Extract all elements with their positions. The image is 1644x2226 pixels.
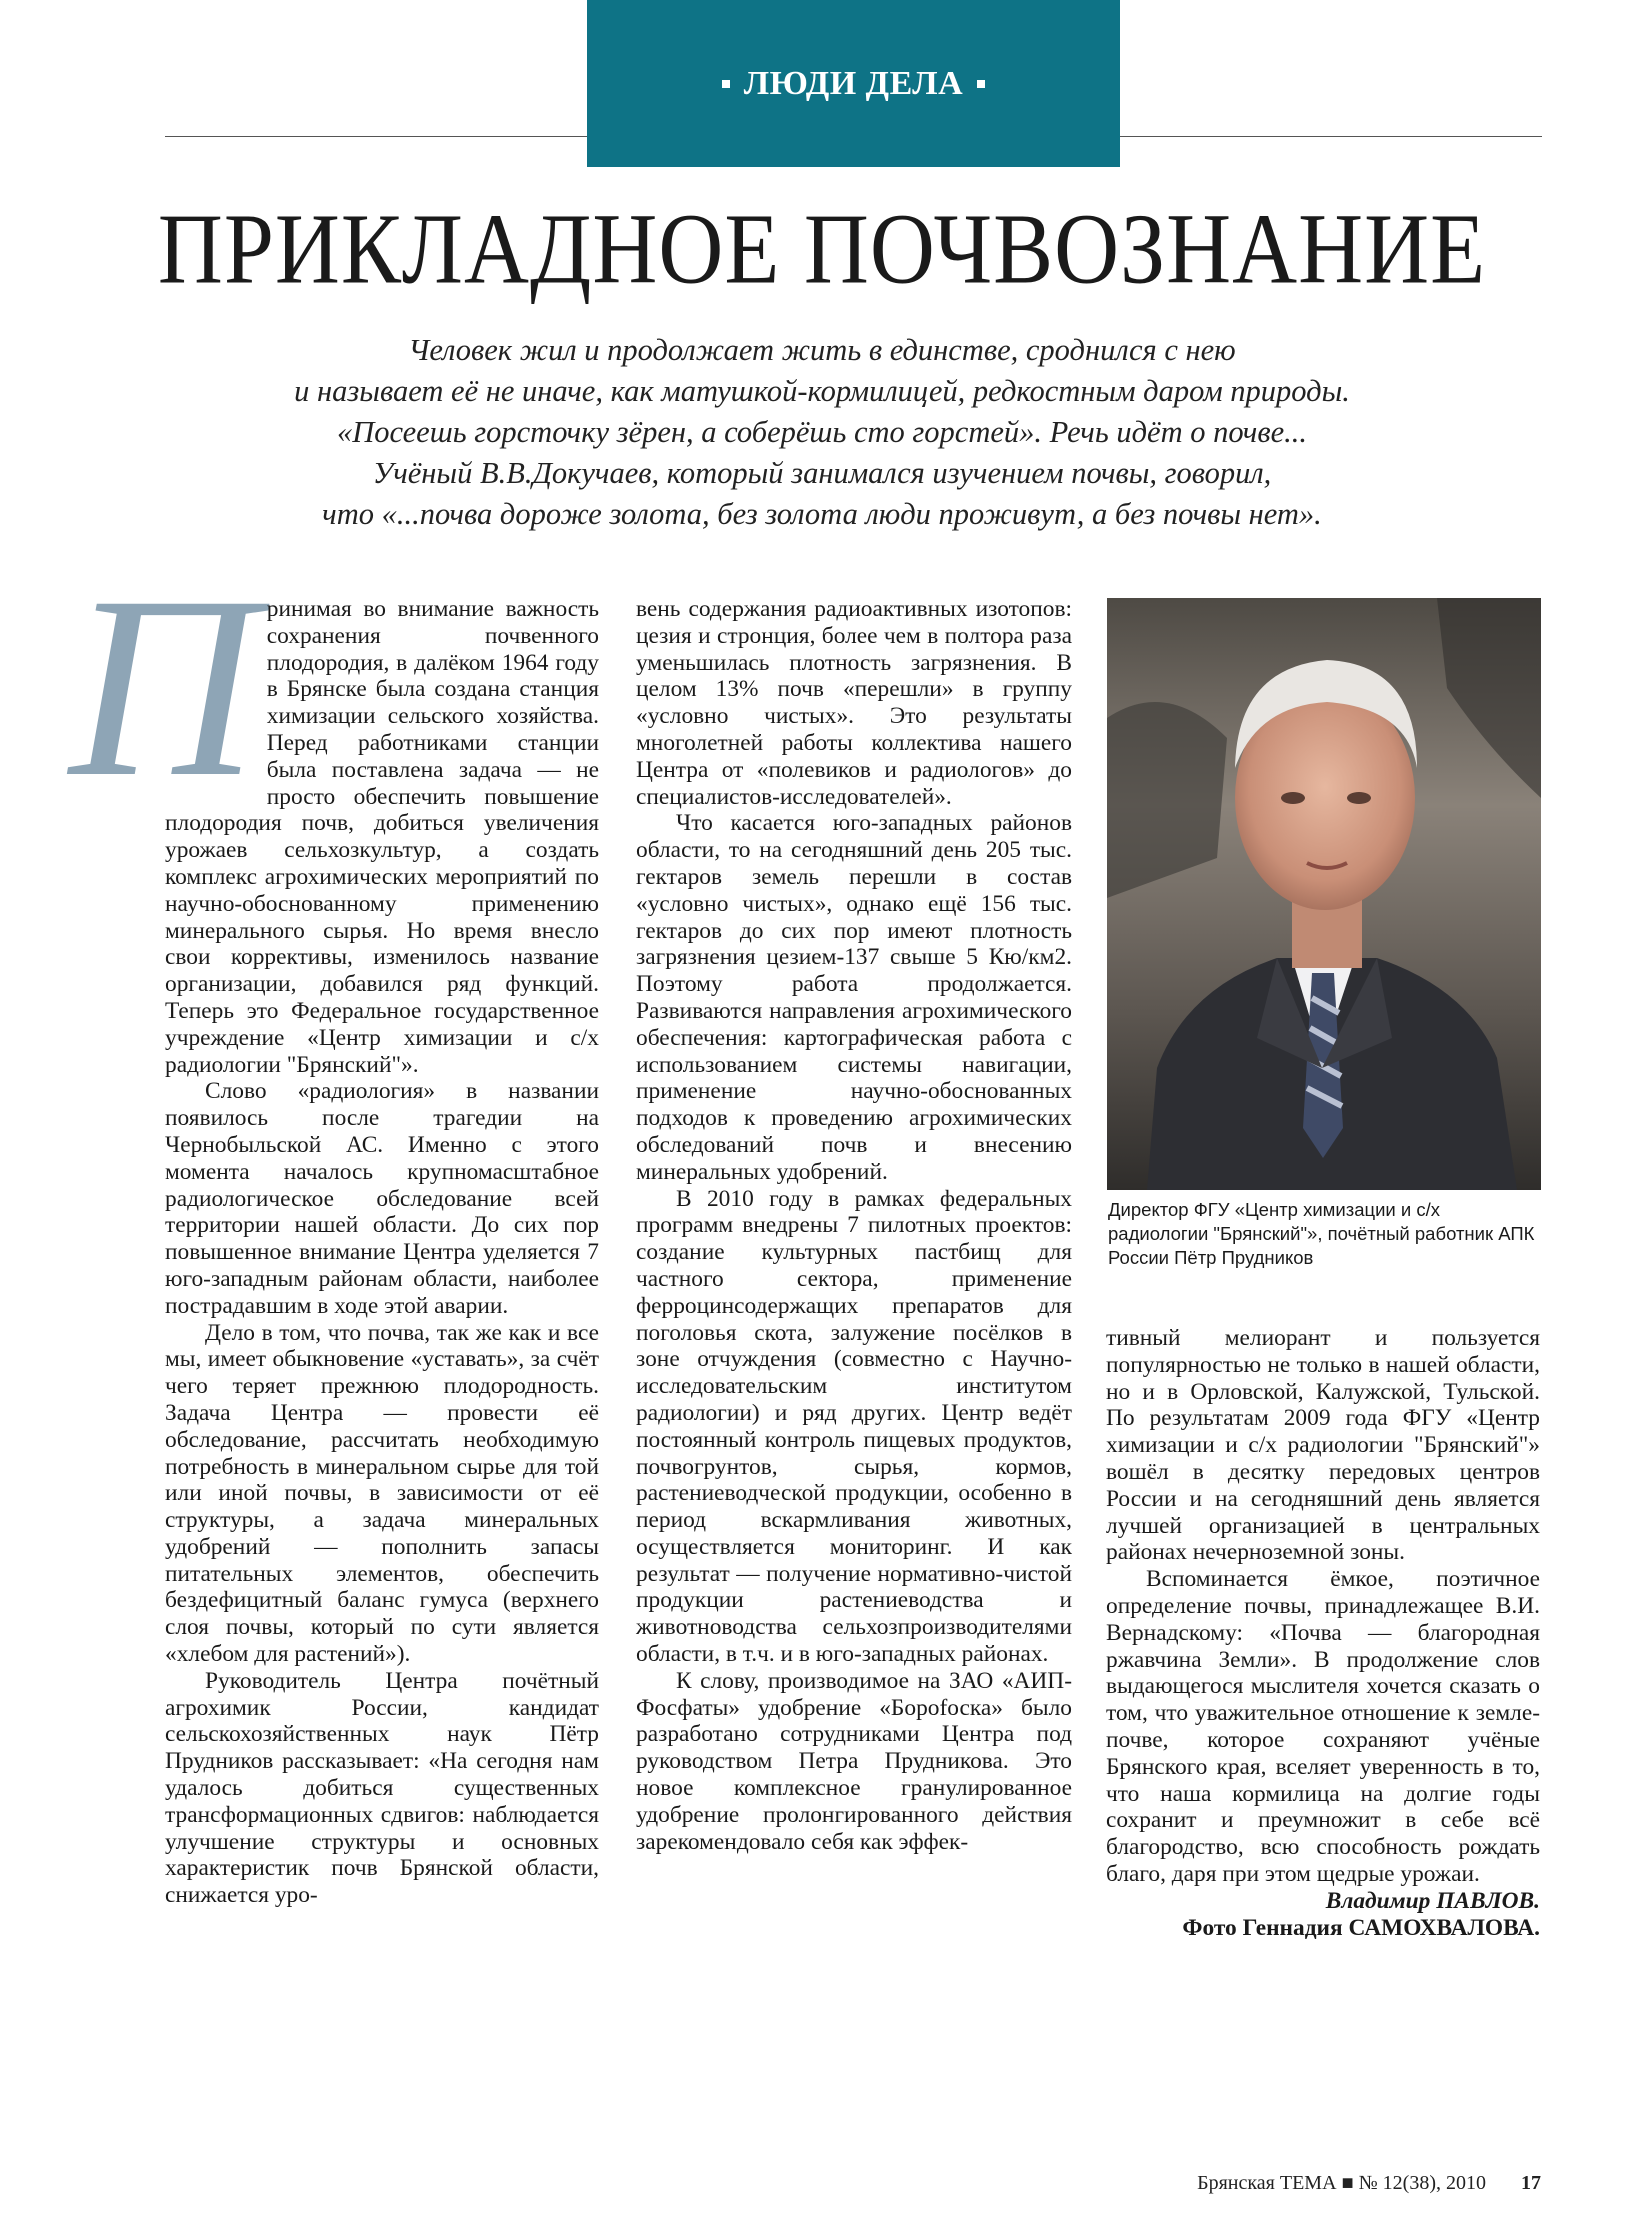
paragraph: В 2010 году в рамках федеральных программ внедрены 7 пилотных проектов: создание культурных пастбищ для частного сектора, применение ферроцинсодержащих препаратов для поголовья скота, залужение посёлков в зоне отчуждения (совместно с Научно-исследовательским институтом радиологии) и ряд других. Центр ведёт постоянный контроль пищевых продуктов, почвогрунтов, сырья, кормов, растениеводческой продукции, особенно в период вскармливания животных, осуществляется мониторинг. И как результат — получение нормативно-чистой продукции растениеводства и животноводства сельхозпроизводителями области, в т.ч. и в юго-западных районах. [636, 1185, 1072, 1668]
lead-line: «Посеешь горсточку зёрен, а соберёшь сто горстей». Речь идёт о почве... [336, 415, 1308, 449]
photo-caption: Директор ФГУ «Центр химизации и с/х радиологии "Брянский"», почётный работник АПК России Пётр Прудников [1108, 1199, 1535, 1268]
paragraph: Слово «радиология» в названии появилось после трагедии на Чернобыльской АС. Именно с этого момента началось крупномасштабное радиологическое обследование всей территории нашей области. До сих пор повышенное внимание Центра уделяется 7 юго-западным районам области, наиболее пострадавшим в ходе этой аварии. [165, 1078, 599, 1319]
article-lead [160, 330, 1484, 535]
section-banner-label: ЛЮДИ ДЕЛА [743, 64, 964, 102]
paragraph: тивный мелиорант и пользуется популярностью не только в нашей области, но и в Орловской, Калужской, Тульской. По результатам 2009 года ФГУ «Центр химизации и с/х радиологии "Брянский"» вошёл в десятку передовых центров России и на сегодняшний день является лучшей организацией в центральных районах нечерноземной зоны. [1106, 1325, 1540, 1566]
photo-credit: Фото Геннадия САМОХВАЛОВА. [1182, 1914, 1540, 1941]
paragraph: Дело в том, что почва, так же как и все мы, имеет обыкновение «уставать», за счёт чего теряет прежнюю плодородность. Задача Центра — провести её обследование, рассчитать необходимую потребность в минеральном сырье для той или иной почвы, в зависимости от её структуры, а задача минеральных удобрений — пополнить запасы питательных элементов, обеспечить бездефицитный баланс гумуса (верхнего слоя почвы, который по сути является «хлебом для растений»). [165, 1319, 599, 1668]
square-bullet-icon [722, 80, 730, 88]
page-footer [1197, 2172, 1541, 2195]
author-signature: Владимир ПАВЛОВ. [1325, 1887, 1540, 1914]
magazine-issue: Брянская ТЕМА ■ № 12(38), 2010 [1197, 2172, 1486, 2194]
paragraph: Вспоминается ёмкое, поэтичное определение почвы, принадлежащее В.И. Вернадскому: «Почва — благородная ржавчина Земли». В продолжение слов выдающегося мыслителя хочется сказать о том, что уважительное отношение к земле-почве, которое сохраняют учёные Брянского края, вселяет уверенность в то, что наша кормилица на долгие годы сохранит и преумножит в себе всё благородство, всю способность рождать благо, даря при этом щедрые урожаи. [1106, 1566, 1540, 1887]
text-column-2 [636, 596, 1072, 1855]
page-number: 17 [1521, 2172, 1541, 2194]
paragraph: Руководитель Центра почётный агрохимик России, кандидат сельскохозяйственных наук Пётр Прудников рассказывает: «На сегодня нам удалось добиться существенных трансформационных сдвигов: наблюдается улучшение структуры и основных характеристик почв Брянской области, снижается уро- [165, 1667, 599, 1909]
lead-line: Учёный В.В.Докучаев, который занимался изучением почвы, говорил, [372, 456, 1272, 490]
paragraph: Что касается юго-западных районов области, то на сегодняшний день 205 тыс. гектаров земель перешли в состав «условно чистых», однако ещё 156 тыс. гектаров до сих пор имеют плотность загрязнения цезием-137 свыше 5 Кю/км2. Поэтому работа продолжается. Развиваются направления агрохимического обеспечения: картографическая работа с использованием системы навигации, применение научно-обоснованных подходов к проведению агрохимических обследований почв и внесению минеральных удобрений. [636, 810, 1072, 1185]
article-title: ПРИКЛАДНОЕ ПОЧВОЗНАНИЕ [157, 194, 1487, 305]
lead-line: и называет её не иначе, как матушкой-кормилицей, редкостным даром природы. [294, 374, 1350, 408]
text-column-3 [1106, 1325, 1540, 1941]
portrait-photo [1107, 598, 1541, 1190]
paragraph: ринимая во внимание важность сохранения почвенного плодородия, в далёком 1964 году в Брянске была создана станция химизации сельского хозяйства. Перед работниками станции была поставлена задача — не просто обеспечить повышение плодородия почв, добиться увеличения урожаев сельхозкультур, а создать комплекс агрохимических мероприятий по научно-обоснованному применению минерального сырья. Но время внесло свои коррективы, изменилось название организации, добавился ряд функций. Теперь это Федеральное государственное учреждение «Центр химизации и с/х радиологии "Брянский"». [165, 596, 599, 1078]
square-bullet-icon [977, 80, 985, 88]
lead-line: Человек жил и продолжает жить в единстве, сроднился с нею [408, 333, 1236, 367]
text-column-1 [69, 543, 599, 1909]
lead-line: что «...почва дороже золота, без золота люди проживут, а без почвы нет». [322, 497, 1322, 531]
portrait-illustration [1107, 598, 1541, 1190]
section-banner [587, 0, 1120, 167]
drop-cap: П [69, 543, 257, 831]
paragraph: К слову, производимое на ЗАО «АИП-Фосфаты» удобрение «Бороfоска» было разработано сотрудниками Центра под руководством Петра Прудникова. Это новое комплексное гранулированное удобрение пролонгированного действия зарекомендовало себя как эффек- [636, 1667, 1072, 1855]
paragraph: вень содержания радиоактивных изотопов: цезия и стронция, более чем в полтора раза уменьшилась плотность загрязнения. В целом 13% почв «перешли» в группу «условно чистых». Это результаты многолетней работы коллектива нашего Центра от «полевиков и радиологов» до специалистов-исследователей». [636, 596, 1072, 810]
